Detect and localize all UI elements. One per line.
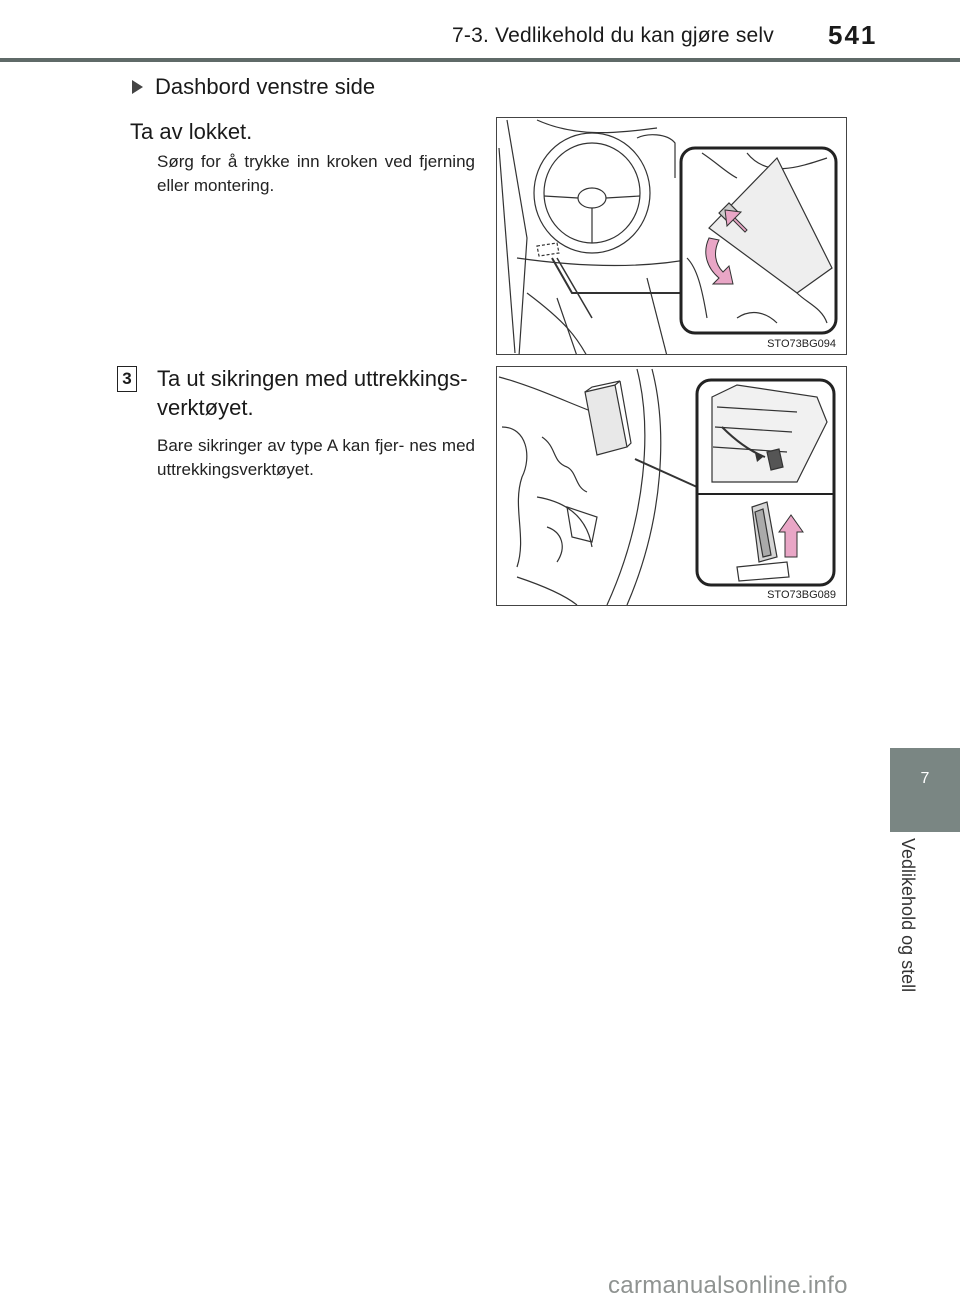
- step3-title-line2: verktøyet.: [157, 395, 254, 420]
- section-title: 7-3. Vedlikehold du kan gjøre selv: [452, 24, 774, 47]
- step3-title-line1: Ta ut sikringen med uttrekkings-: [157, 366, 468, 391]
- triangle-bullet-icon: [132, 80, 143, 94]
- step3-number-badge: 3: [117, 366, 137, 392]
- step3-note: Bare sikringer av type A kan fjer- nes med uttrekkingsverktøyet.: [157, 436, 475, 479]
- chapter-number: 7: [920, 770, 930, 787]
- step2-title: Ta av lokket.: [130, 119, 253, 144]
- footer-watermark: carmanualsonline.info: [608, 1272, 848, 1299]
- step2-note: Sørg for å trykke inn kroken ved fjerning eller montering.: [157, 152, 475, 195]
- fuse-box-illustration: [497, 367, 847, 606]
- header-rule: [0, 58, 960, 62]
- page-number: 541: [828, 20, 878, 50]
- dashboard-illustration: [497, 118, 847, 355]
- figure-code: STO73BG089: [767, 589, 836, 601]
- figure-dashboard-cover: [496, 117, 847, 355]
- sub-heading: [132, 74, 375, 100]
- figure-code: STO73BG094: [767, 338, 836, 350]
- chapter-tab: [890, 748, 960, 832]
- sub-heading-text: Dashbord venstre side: [155, 74, 376, 99]
- figure-fuse-puller: [496, 366, 847, 606]
- chapter-title: Vedlikehold og stell: [898, 838, 918, 993]
